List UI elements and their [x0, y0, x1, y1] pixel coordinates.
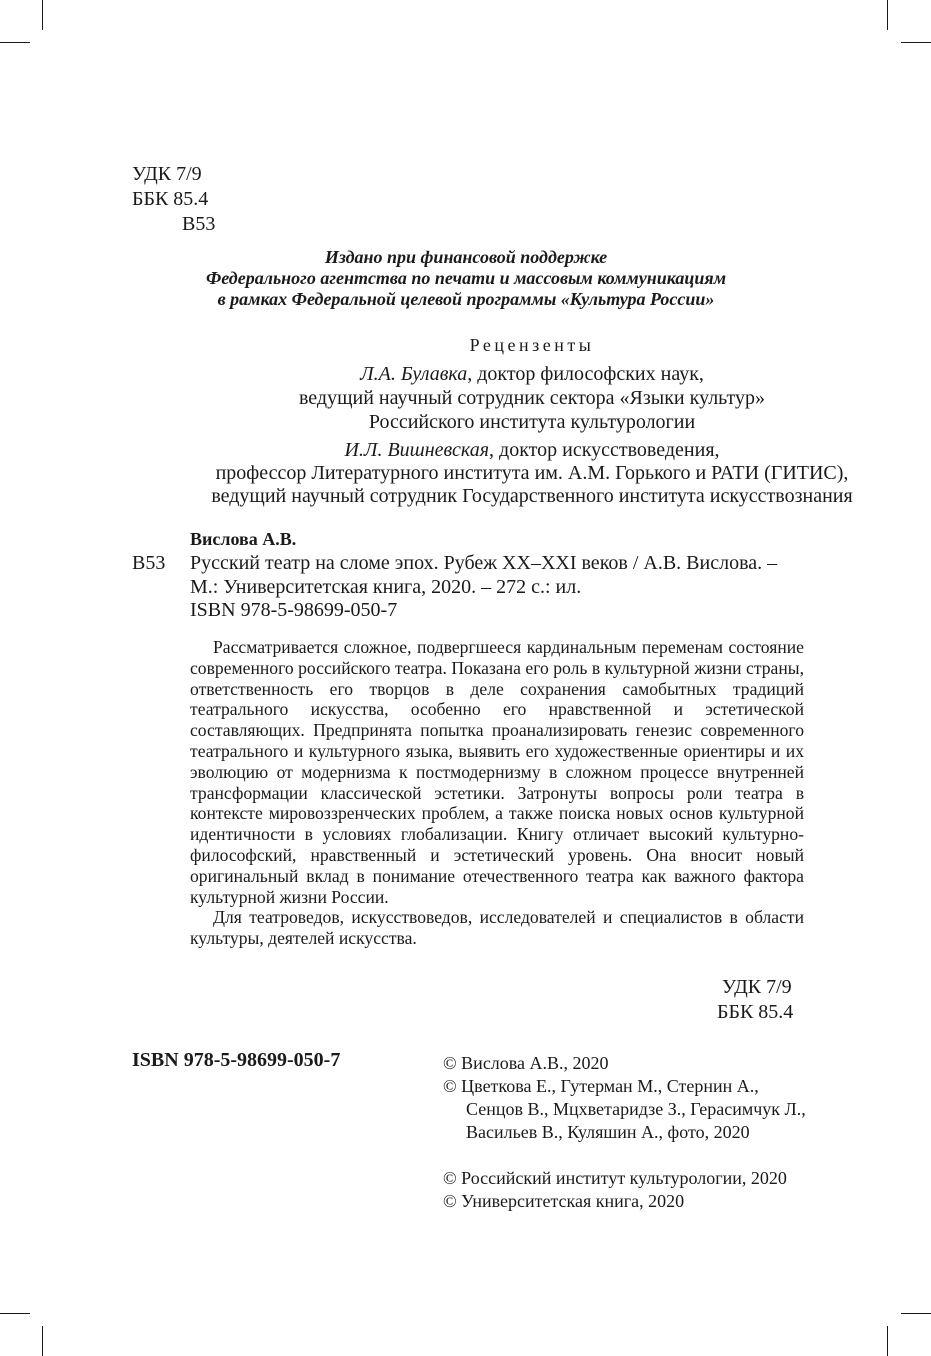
crop-mark	[901, 42, 931, 43]
crop-mark	[42, 1326, 43, 1356]
copyright-photo-line-3: Васильев В., Куляшин А., фото, 2020	[466, 1122, 750, 1142]
abstract-paragraph-1: Рассматривается сложное, подвергшееся кардинальным переменам состояние современного российского театра. Показана его роль в культурной жизни страны, ответственность его творцов в деле сохранения самобытных традиций театрального искусства, особенно его нравственной и эстетической составляющих. Предпринята попытка проанализировать генезис современного театрального и культурного языка, выявить его художественные ориентиры и их эволюцию от модернизма к постмодернизму в сложном процессе внутренней трансформации классической эстетики. Затронуты вопросы роли театра в контексте мировоззренческих проблем, а также поиска новых основ культурной идентичности в условиях глобализации. Книгу отличает высокий культурно-философский, нравственный и эстетический уровень. Она вносит новый оригинальный вклад в понимание отечественного театра как важного фактора культурной жизни России.	[190, 637, 804, 907]
copyright-publisher: © Университетская книга, 2020	[443, 1191, 685, 1211]
abstract-paragraph-2: Для театроведов, искусствоведов, исследователей и специалистов в области культуры, деятелей искусства.	[190, 907, 804, 949]
crop-mark	[901, 1313, 931, 1314]
catalog-mark: В53	[132, 552, 166, 574]
author-mark: В53	[182, 213, 216, 235]
reviewer-2-line-3: ведущий научный сотрудник Государственного института искусствознания	[211, 485, 853, 507]
bbk-code: ББК 85.4	[132, 188, 209, 210]
support-line-2: Федерального агентства по печати и массовым коммуникациям	[205, 268, 727, 288]
bottom-bbk-code: ББК 85.4	[717, 1001, 794, 1023]
crop-mark	[42, 0, 43, 30]
reviewer-1-line-2: ведущий научный сотрудник сектора «Языки культур»	[298, 387, 766, 409]
crop-mark	[0, 1313, 30, 1314]
copyright-institute: © Российский институт культурологии, 2020	[443, 1168, 787, 1188]
reviewer-1-degree: , доктор философских наук,	[467, 363, 704, 385]
crop-mark	[887, 0, 888, 30]
copyright-author: © Вислова А.В., 2020	[443, 1053, 609, 1073]
bottom-udk-code: УДК 7/9	[722, 976, 792, 998]
reviewers-heading: Рецензенты	[469, 335, 595, 355]
copyright-photo-line-2: Сенцов В., Мцхветаридзе З., Герасимчук Л.,	[466, 1099, 806, 1119]
reviewer-2-name: И.Л. Вишневская	[344, 439, 490, 461]
reviewer-1-line-3: Российского института культурологии	[368, 411, 696, 433]
support-line-1: Издано при финансовой поддержке	[324, 247, 608, 267]
crop-mark	[887, 1326, 888, 1356]
catalog-title: Русский театр на сломе эпох. Рубеж XX–XXI веков / А.В. Вислова. –	[190, 552, 778, 574]
reviewer-2-line-2: профессор Литературного института им. А.М. Горького и РАТИ (ГИТИС),	[215, 462, 849, 484]
reviewer-2-degree: , доктор искусствоведения,	[489, 439, 720, 461]
support-line-3: в рамках Федеральной целевой программы «Культура России»	[217, 289, 715, 309]
reviewer-1-name: Л.А. Булавка	[360, 363, 468, 385]
reviewer-2-line-1	[132, 438, 931, 463]
udk-code: УДК 7/9	[132, 163, 202, 185]
catalog-author: Вислова А.В.	[190, 529, 297, 549]
reviewer-1-line-1	[132, 362, 931, 387]
catalog-imprint: М.: Университетская книга, 2020. – 272 с.: ил.	[190, 576, 582, 598]
copyright-photo-line-1: © Цветкова Е., Гутерман М., Стернин А.,	[443, 1076, 759, 1096]
abstract	[190, 637, 804, 949]
crop-mark	[0, 42, 30, 43]
isbn-bold: ISBN 978-5-98699-050-7	[132, 1049, 341, 1071]
catalog-isbn: ISBN 978-5-98699-050-7	[190, 599, 398, 621]
